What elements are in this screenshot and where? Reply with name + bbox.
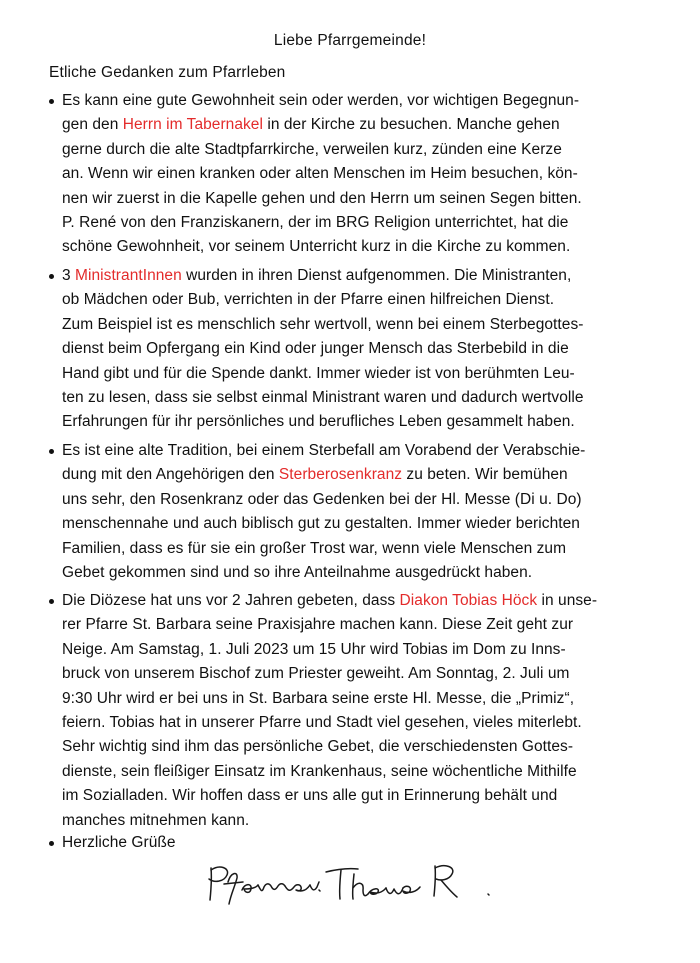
text-run: 9:30 Uhr wird er bei uns in St. Barbara seine erste Hl. Messe, die „Primiz“,: [62, 689, 575, 707]
text-line: [62, 638, 672, 662]
text-run: Erfahrungen für ihr persönliches und berufliches Leben gesammelt haben.: [62, 413, 575, 431]
text-run: Die Diözese hat uns vor 2 Jahren gebeten, dass: [62, 592, 400, 609]
text-line: [62, 337, 672, 361]
text-run: schöne Gewohnheit, vor seinem Unterricht kurz in die Kirche zu kommen.: [62, 238, 571, 256]
text-run: Hand gibt und für die Spende dankt. Immer wieder ist von berühmten Leu-: [62, 364, 575, 382]
handwritten-signature: [198, 852, 508, 914]
text-line: [62, 439, 672, 463]
text-run: rer Pfarre St. Barbara seine Praxisjahre machen kann. Diese Zeit geht zur: [62, 616, 574, 634]
text-run: gerne durch die alte Stadtpfarrkirche, verweilen kurz, zünden eine Kerze: [62, 140, 562, 158]
text-run: Sehr wichtig sind ihm das persönliche Gebet, die verschiedensten Gottes-: [62, 738, 574, 756]
text-run: Familien, dass es für sie ein großer Trost war, wenn viele Menschen zum: [62, 539, 567, 557]
text-line: [62, 386, 672, 410]
greeting-heading: Liebe Pfarrgemeinde!: [273, 32, 427, 49]
text-line: [62, 488, 672, 512]
text-run: ob Mädchen oder Bub, verrichten in der Pfarre einen hilfreichen Dienst.: [62, 291, 555, 309]
text-line: [62, 561, 672, 585]
bullet-icon: [49, 841, 54, 846]
text-run: P. René von den Franziskanern, der im BRG Religion unterrichtet, hat die: [62, 213, 569, 231]
text-run: Gebet gekommen sind und so ihre Anteilnahme ausgedrückt haben.: [62, 563, 533, 581]
text-run: Es kann eine gute Gewohnheit sein oder werden, vor wichtigen Begegnun-: [62, 92, 580, 109]
text-run: uns sehr, den Rosenkranz oder das Gedenken bei der Hl. Messe (Di u. Do): [62, 490, 582, 508]
text-run: gen den: [62, 116, 123, 134]
text-line: [62, 313, 672, 337]
highlighted-term: Herrn im Tabernakel: [122, 116, 263, 134]
text-line: [62, 89, 672, 113]
text-run: in der Kirche zu besuchen. Manche gehen: [262, 116, 560, 134]
paragraph-text: [62, 589, 672, 833]
text-run: bruck von unserem Bischof zum Priester geweiht. Am Sonntag, 2. Juli um: [62, 665, 570, 683]
bullet-icon: [49, 274, 54, 279]
text-line: [62, 735, 672, 759]
text-line: [62, 613, 672, 637]
highlighted-term: Sterberosenkranz: [278, 466, 403, 484]
highlighted-term: Diakon Tobias Höck: [399, 592, 538, 609]
text-line: [62, 235, 672, 259]
text-line: [62, 589, 672, 613]
bullet-icon: [49, 449, 54, 454]
text-line: [62, 760, 672, 784]
bullet-icon: [49, 599, 54, 604]
text-line: [62, 410, 672, 434]
text-line: [62, 463, 672, 487]
text-run: wurden in ihren Dienst aufgenommen. Die Ministranten,: [181, 267, 572, 284]
text-line: [62, 809, 672, 833]
text-line: [62, 662, 672, 686]
text-run: Zum Beispiel ist es menschlich sehr wertvoll, wenn bei einem Sterbegottes-: [62, 315, 584, 333]
text-run: Herzliche Grüße: [62, 834, 176, 851]
text-run: zu beten. Wir bemühen: [402, 466, 568, 484]
text-line: [62, 288, 672, 312]
text-run: im Sozialladen. Wir hoffen dass er uns alle gut in Erinnerung behält und: [62, 787, 558, 805]
text-line: [62, 784, 672, 808]
text-line: [62, 687, 672, 711]
text-run: Es ist eine alte Tradition, bei einem Sterbefall am Vorabend der Verabschie-: [62, 442, 586, 459]
text-line: [62, 362, 672, 386]
text-line: [62, 512, 672, 536]
text-line: [62, 113, 672, 137]
text-run: dienst beim Opfergang ein Kind oder junger Mensch das Sterbebild in die: [62, 340, 569, 358]
text-run: manches mitnehmen kann.: [62, 811, 250, 829]
text-run: ten zu lesen, dass sie selbst einmal Ministrant waren und dadurch wertvolle: [62, 388, 584, 406]
text-run: dienste, sein fleißiger Einsatz im Krankenhaus, seine wöchentliche Mithilfe: [62, 762, 577, 780]
text-run: feiern. Tobias hat in unserer Pfarre und Stadt viel gesehen, vieles miterlebt.: [62, 713, 582, 731]
text-run: Neige. Am Samstag, 1. Juli 2023 um 15 Uhr wird Tobias im Dom zu Inns-: [62, 640, 566, 658]
text-run: an. Wenn wir einen kranken oder alten Menschen im Heim besuchen, kön-: [62, 165, 578, 183]
text-line: [62, 138, 672, 162]
text-line: [62, 711, 672, 735]
text-line: [62, 211, 672, 235]
paragraph-text: [62, 89, 672, 260]
text-line: [62, 187, 672, 211]
text-line: [62, 162, 672, 186]
text-run: dung mit den Angehörigen den: [62, 466, 279, 484]
paragraph-text: [62, 439, 672, 585]
bullet-icon: [49, 99, 54, 104]
text-run: menschennahe und auch biblisch gut zu gestalten. Immer wieder berichten: [62, 515, 580, 533]
text-run: 3: [62, 267, 76, 284]
text-run: nen wir zuerst in die Kapelle gehen und den Herrn um seinen Segen bitten.: [62, 189, 582, 207]
paragraph-text: [62, 264, 672, 435]
subtitle: Etliche Gedanken zum Pfarrleben: [49, 64, 286, 81]
highlighted-term: MinistrantInnen: [75, 267, 182, 284]
text-run: in unse-: [537, 592, 598, 609]
text-line: [62, 264, 672, 288]
text-line: [62, 537, 672, 561]
